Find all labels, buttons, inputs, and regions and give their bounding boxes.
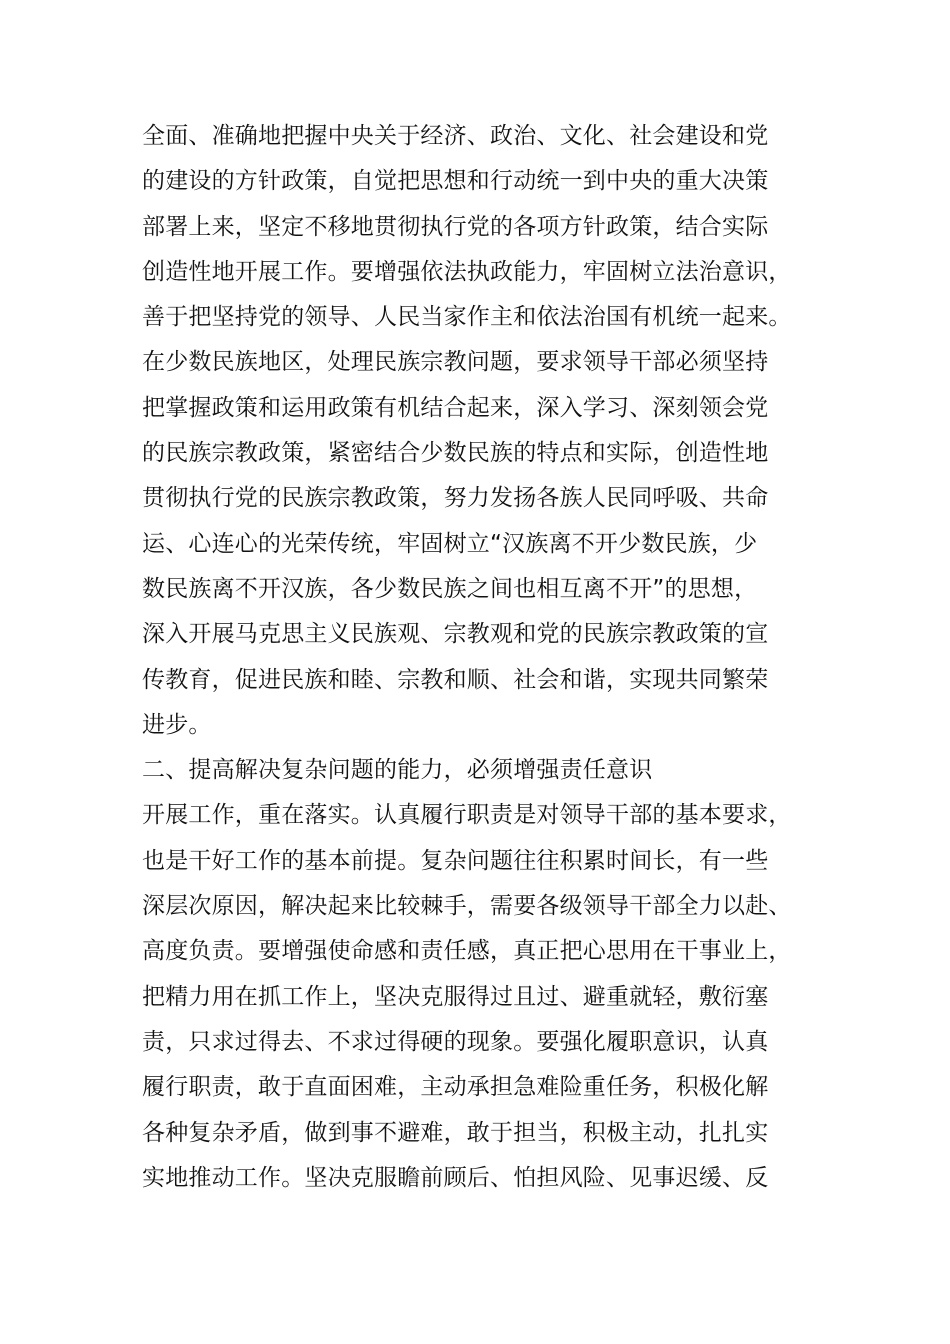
- text-line: 进步。: [142, 711, 212, 738]
- text-line: 高度负责。要增强使命感和责任感，真正把心思用在干事业上，: [142, 938, 792, 965]
- text-line: 实地推动工作。坚决克服瞻前顾后、怕担风险、见事迟缓、反: [142, 1164, 769, 1191]
- text-line: 在少数民族地区，处理民族宗教问题，要求领导干部必须坚持: [142, 349, 769, 376]
- text-line: 创造性地开展工作。要增强依法执政能力，牢固树立法治意识，: [142, 258, 792, 285]
- text-line: 也是干好工作的基本前提。复杂问题往往积累时间长，有一些: [142, 847, 769, 874]
- text-line: 履行职责，敢于直面困难，主动承担急难险重任务，积极化解: [142, 1074, 769, 1101]
- text-line: 全面、准确地把握中央关于经济、政治、文化、社会建设和党: [142, 123, 769, 149]
- text-line: 贯彻执行党的民族宗教政策，努力发扬各族人民同呼吸、共命: [142, 485, 769, 512]
- text-line: 开展工作，重在落实。认真履行职责是对领导干部的基本要求，: [142, 802, 792, 829]
- text-line: 把掌握政策和运用政策有机结合起来，深入学习、深刻领会党: [142, 394, 769, 421]
- text-line: 深入开展马克思主义民族观、宗教观和党的民族宗教政策的宣: [142, 621, 769, 648]
- text-line: 把精力用在抓工作上，坚决克服得过且过、避重就轻，敷衍塞: [142, 983, 769, 1010]
- text-line: 的建设的方针政策，自觉把思想和行动统一到中央的重大决策: [142, 168, 769, 195]
- text-line: 数民族离不开汉族，各少数民族之间也相互离不开”的思想，: [142, 575, 758, 602]
- document-body: [142, 114, 842, 1201]
- text-line: 的民族宗教政策，紧密结合少数民族的特点和实际，创造性地: [142, 440, 769, 467]
- text-line: 责，只求过得去、不求过得硬的现象。要强化履职意识，认真: [142, 1028, 769, 1055]
- text-line: 运、心连心的光荣传统，牢固树立“汉族离不开少数民族，少: [142, 530, 758, 557]
- text-line: 深层次原因，解决起来比较棘手，需要各级领导干部全力以赴、: [142, 893, 792, 920]
- text-line: 传教育，促进民族和睦、宗教和顺、社会和谐，实现共同繁荣: [142, 666, 769, 693]
- text-line: 部署上来，坚定不移地贯彻执行党的各项方针政策，结合实际: [142, 213, 769, 240]
- text-line: 善于把坚持党的领导、人民当家作主和依法治国有机统一起来。: [142, 304, 792, 331]
- section-heading: 二、提高解决复杂问题的能力，必须增强责任意识: [142, 757, 653, 784]
- text-line: 各种复杂矛盾，做到事不避难，敢于担当，积极主动，扎扎实: [142, 1119, 769, 1146]
